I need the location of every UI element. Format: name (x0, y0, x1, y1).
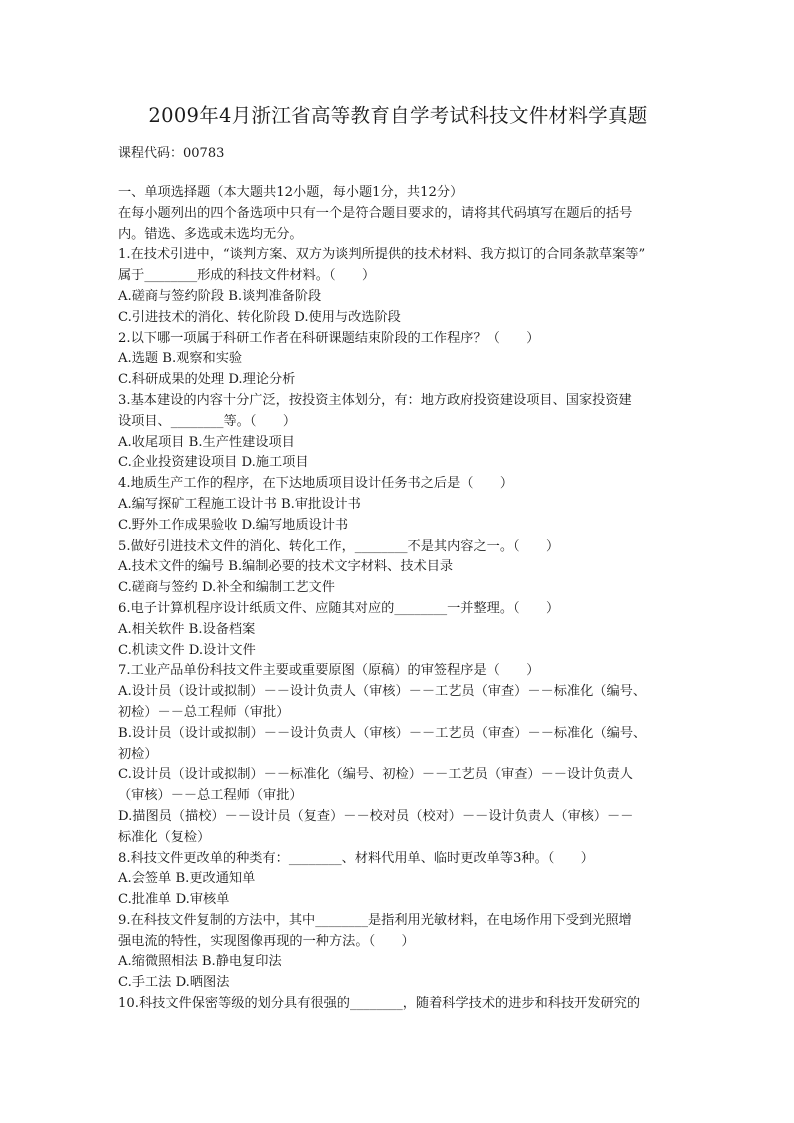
document-page (118, 100, 678, 1015)
text-line: C.机读文件 D.设计文件 (118, 642, 256, 658)
text-line: 3.基本建设的内容十分广泛，按投资主体划分，有：地方政府投资建设项目、国家投资建 (118, 392, 632, 408)
text-line: A.缩微照相法 B.静电复印法 (118, 954, 282, 970)
text-line: 1.在技术引进中，“谈判方案、双方为谈判所提供的技术材料、我方拟订的合同条款草案等” (118, 247, 646, 263)
text-line: C.磋商与签约 D.补全和编制工艺文件 (118, 580, 335, 596)
text-line: A.选题 B.观察和实验 (118, 351, 243, 367)
text-line: B.设计员（设计或拟制）－－设计负责人（审核）－－工艺员（审查）－－标准化（编号、 (118, 725, 647, 741)
text-line: 9.在科技文件复制的方法中，其中________是指利用光敏材料，在电场作用下受到光照增 (118, 912, 632, 928)
text-line: C.野外工作成果验收 D.编写地质设计书 (118, 517, 349, 533)
text-line: A.技术文件的编号 B.编制必要的技术文字材料、技术目录 (118, 559, 454, 575)
text-line: C.批准单 D.审核单 (118, 892, 230, 908)
text-line: C.企业投资建设项目 D.施工项目 (118, 455, 309, 471)
text-line: 设项目、________等。（ ） (118, 413, 297, 429)
document-body (118, 183, 678, 1015)
text-line: 属于________形成的科技文件材料。（ ） (118, 268, 376, 284)
text-line: A.会签单 B.更改通知单 (118, 871, 256, 887)
text-line: A.磋商与签约阶段 B.谈判准备阶段 (118, 288, 322, 304)
text-line: 5.做好引进技术文件的消化、转化工作，________不是其内容之一。（ ） (118, 538, 560, 554)
text-line: A.编写探矿工程施工设计书 B.审批设计书 (118, 496, 361, 512)
text-line: 7.工业产品单份科技文件主要或重要原图（原稿）的审签程序是（ ） (118, 663, 540, 679)
text-line: C.设计员（设计或拟制）－－标准化（编号、初检）－－工艺员（审查）－－设计负责人 (118, 767, 633, 783)
text-line: 2.以下哪一项属于科研工作者在科研课题结束阶段的工作程序？（ ） (118, 330, 540, 346)
text-line: 在每小题列出的四个备选项中只有一个是符合题目要求的，请将其代码填写在题后的括号 (118, 205, 633, 221)
text-line: A.相关软件 B.设备档案 (118, 621, 256, 637)
text-line: 一、单项选择题（本大题共12小题，每小题1分，共12分） (118, 185, 464, 200)
text-line: 初检） (118, 746, 158, 762)
text-line: D.描图员（描校）－－设计员（复查）－－校对员（校对）－－设计负责人（审核）－－ (118, 808, 634, 824)
text-line: A.设计员（设计或拟制）－－设计负责人（审核）－－工艺员（审查）－－标准化（编号、 (118, 684, 647, 700)
text-line: 4.地质生产工作的程序，在下达地质项目设计任务书之后是（ ） (118, 476, 514, 492)
page-title: 2009年4月浙江省高等教育自学考试科技文件材料学真题 (148, 104, 648, 127)
text-line: C.科研成果的处理 D.理论分析 (118, 372, 296, 388)
text-line: 强电流的特性，实现图像再现的一种方法。（ ） (118, 933, 415, 949)
text-line: 6.电子计算机程序设计纸质文件、应随其对应的________一并整理。（ ） (118, 600, 560, 616)
text-line: C.引进技术的消化、转化阶段 D.使用与改选阶段 (118, 309, 401, 325)
text-line: 内。错选、多选或未选均无分。 (118, 226, 303, 242)
text-line: 初检）－－总工程师（审批） (118, 704, 290, 720)
text-line: A.收尾项目 B.生产性建设项目 (118, 434, 295, 450)
text-line: 10.科技文件保密等级的划分具有很强的________，随着科学技术的进步和科技开发研究的 (118, 996, 641, 1012)
course-code: 课程代码：00783 (118, 146, 225, 161)
text-line: （审核）－－总工程师（审批） (118, 788, 303, 804)
text-line: 8.科技文件更改单的种类有：________、材料代用单、临时更改单等3种。（ ） (118, 850, 594, 866)
text-line: C.手工法 D.晒图法 (118, 975, 230, 991)
text-line: 标准化（复检） (118, 829, 211, 845)
